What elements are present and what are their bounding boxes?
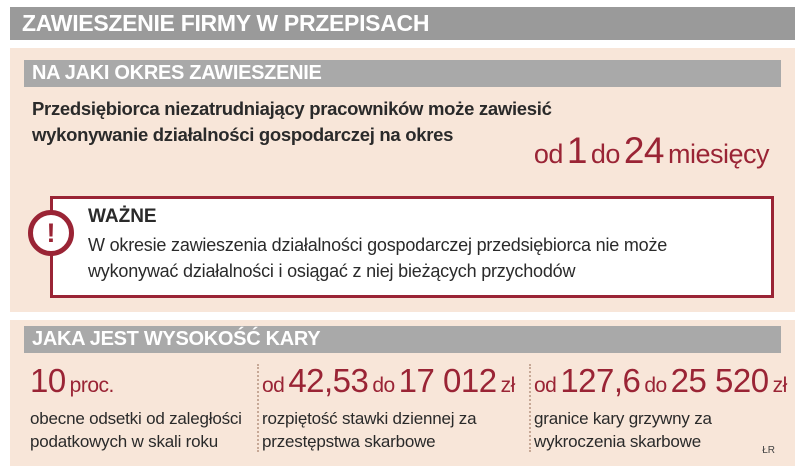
penalty-unit: zł <box>772 374 787 397</box>
penalty-unit: zł <box>500 374 515 397</box>
period-section-header: NA JAKI OKRES ZAWIESZENIE <box>24 60 781 87</box>
penalty-description: rozpiętość stawki dziennej za przestępstwa skarbowe <box>262 409 477 451</box>
penalty-to-word: do <box>372 374 395 397</box>
penalty-panel <box>10 320 795 466</box>
penalty-to-value: 17 012 <box>398 362 497 399</box>
column-divider <box>529 364 531 452</box>
penalty-description: obecne odsetki od zaległości podatkowych w skali roku <box>30 409 242 451</box>
period-description: Przedsiębiorca niezatrudniający pracowników może zawiesić wykonywanie działalności gospodarczej na okres <box>32 98 552 145</box>
penalty-item-interest <box>30 364 256 460</box>
range-from-value: 1 <box>566 130 587 171</box>
period-panel <box>10 48 795 312</box>
penalty-from-word: od <box>262 374 285 397</box>
penalty-section-header: JAKA JEST WYSOKOŚĆ KARY <box>24 326 781 353</box>
range-from-word: od <box>533 139 563 169</box>
penalty-unit: proc. <box>69 374 114 397</box>
penalty-value: 10 <box>30 362 66 399</box>
penalty-from-value: 127,6 <box>560 362 641 399</box>
period-range <box>534 130 769 172</box>
author-credit: ŁR <box>762 445 775 456</box>
range-to-value: 24 <box>623 130 665 171</box>
main-title: ZAWIESZENIE FIRMY W PRZEPISACH <box>10 7 795 40</box>
penalty-stat <box>30 364 256 405</box>
penalty-from-value: 42,53 <box>288 362 369 399</box>
penalty-item-fine <box>534 362 787 460</box>
penalty-stat <box>534 362 787 405</box>
penalty-description: granice kary grzywny za wykroczenia skarbowe <box>534 409 712 451</box>
range-unit: miesięcy <box>667 139 769 169</box>
penalty-to-word: do <box>644 374 667 397</box>
penalty-to-value: 25 520 <box>670 362 769 399</box>
penalty-item-daily-rate <box>262 364 528 460</box>
warning-text: W okresie zawieszenia działalności gospodarczej przedsiębiorca nie może wykonywać działalności i osiągać z niej bieżących przychodów <box>88 235 668 281</box>
exclamation-icon: ! <box>28 210 74 256</box>
column-divider <box>257 364 259 452</box>
range-to-word: do <box>590 139 620 169</box>
penalty-stat <box>262 364 528 405</box>
penalty-from-word: od <box>534 374 557 397</box>
warning-title: WAŻNE <box>88 206 157 227</box>
